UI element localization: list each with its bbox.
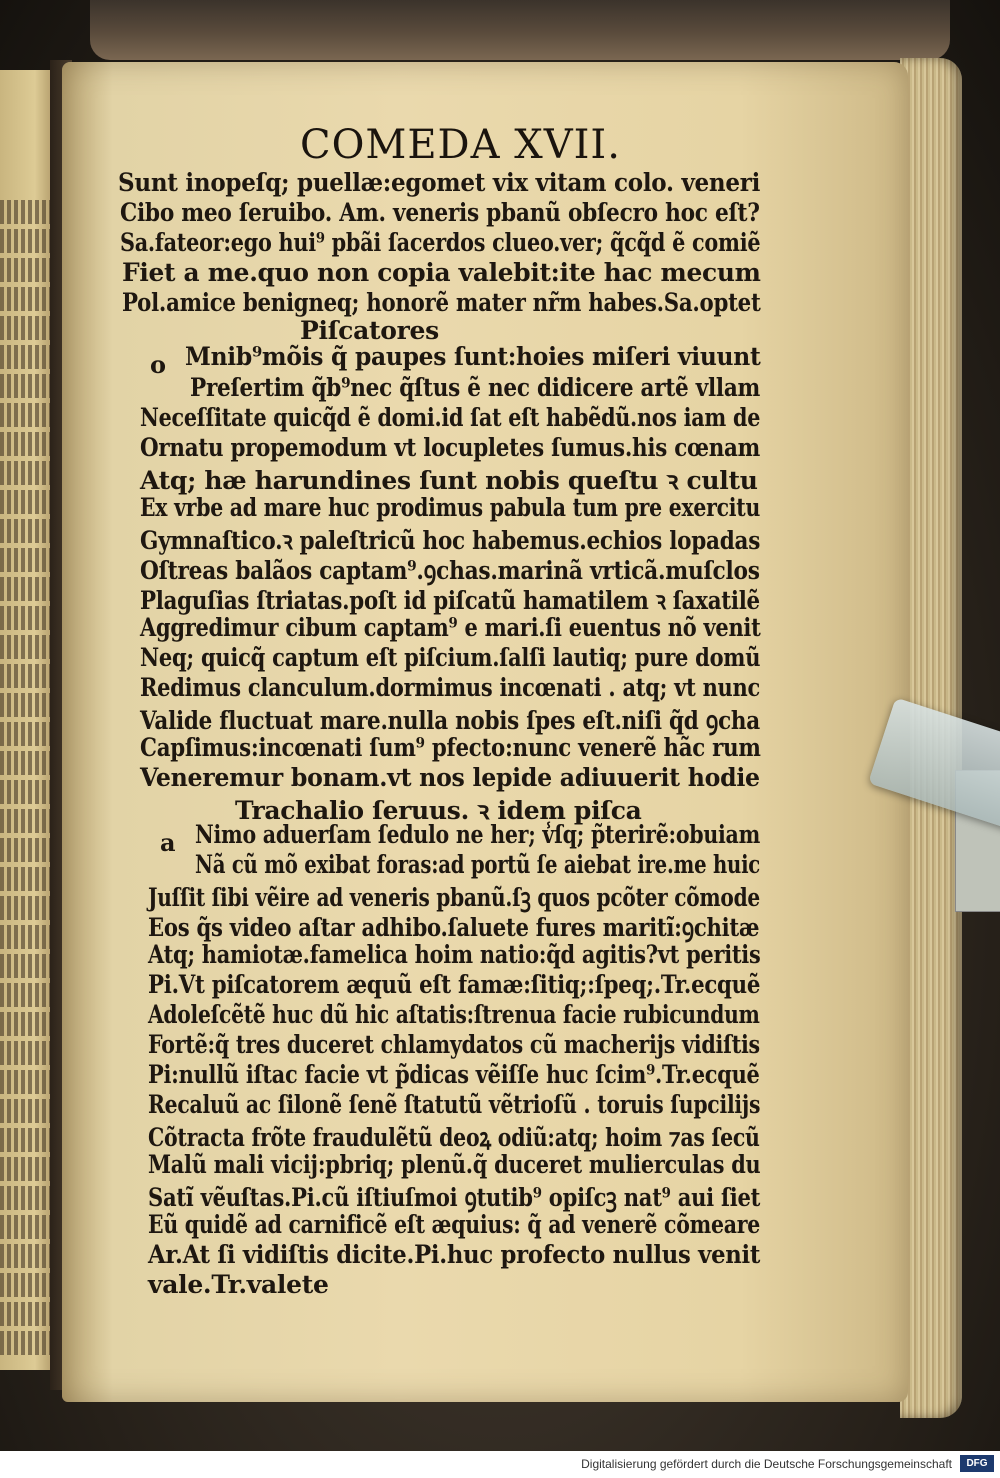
text-line: Sunt inopeſq; puellæ:egomet vix vitam colo. veneri <box>118 168 761 197</box>
text-line: Redimus clanculum.dormimus incœnati . atq; vt nunc <box>140 673 761 702</box>
text-line: Pi.Vt piſcatorem æquũ eſt famæ:ſitiq;:ſpeq;.Tr.ecquẽ <box>148 970 761 999</box>
text-line: Aggredimur cibum captam⁹ e mari.ſi euentus nõ venit <box>140 613 761 642</box>
text-line: Neceſſitate quicq̃d ẽ domi.id ſat eſt habẽdũ.nos iam de <box>140 403 761 432</box>
text-line: Plaguſias ſtriatas.poſt id piſcatũ hamatilem ꝛ ſaxatilẽ <box>140 586 760 615</box>
text-line: Juſſit ſibi vẽire ad veneris pbanũ.ſꝫ quos pcõter cõmode <box>148 883 760 912</box>
text-line: Ar.At ſi vidiſtis dicite.Pi.huc profecto nullus venit <box>148 1240 761 1269</box>
text-line: Sa.fateor:ego hui⁹ pbãi ſacerdos clueo.ver; q̃cq̃d ẽ comiẽ <box>120 228 761 257</box>
text-line: Mnib⁹mõis q̃ paupes ſunt:hoies miſeri viuunt <box>185 342 761 371</box>
line-marker: a <box>160 828 176 857</box>
text-line: Nimo aduerſam ſedulo ne her; v̾ſq; p̃terirẽ:obuiam <box>195 820 761 849</box>
text-line: Veneremur bonam.vt nos lepide adiuuerit hodie <box>140 763 760 792</box>
line-marker: o <box>150 350 166 379</box>
text-line: Adoleſcẽtẽ huc dũ hic aſtatis:ſtrenua facie rubicundum <box>148 1000 760 1029</box>
text-line: Atq; hæ harundines ſunt nobis queſtu ꝛ cultu <box>140 466 758 495</box>
text-line: Eos q̃s video aſtar adhibo.ſaluete fures maritĩ:ꝯchitæ <box>148 913 760 942</box>
text-line: Fiet a me.quo non copia valebit:ite hac mecum <box>122 258 761 287</box>
text-line: Recaluũ ac ſilonẽ ſenẽ ſtatutũ vẽtrioſũ . toruis ſupcilijs <box>148 1090 761 1119</box>
text-line: Capſimus:incœnati ſum⁹ pfecto:nunc venerẽ hãc rum <box>140 733 761 762</box>
section-heading: Piſcatores <box>300 316 439 345</box>
footer-bar <box>0 1451 1000 1478</box>
book-spine <box>90 0 950 60</box>
text-line: Oſtreas balãos captam⁹.ꝯchas.marinã vrticã.muſclos <box>140 556 760 585</box>
text-line: Ex vrbe ad mare huc prodimus pabula tum pre exercitu <box>140 493 761 522</box>
page-heading: COMEDA XVII. <box>300 122 621 168</box>
text-line: vale.Tr.valete <box>148 1270 329 1299</box>
text-line: Eũ quidẽ ad carnificẽ eſt æquius: q̃ ad venerẽ cõmeare <box>148 1210 760 1239</box>
dfg-logo[interactable]: DFG <box>960 1455 994 1472</box>
text-line: Nã cũ mõ exibat foras:ad portũ ſe aiebat ire.me huic <box>195 850 761 879</box>
text-line: Malũ mali vicij:pbriq; plenũ.q̃ duceret mulierculas du <box>148 1150 761 1179</box>
section-heading: Trachalio ſeruus. ꝛ idem piſca <box>235 796 642 825</box>
text-line: Atq; hamiotæ.famelica hoim natio:q̃d agitis?vt peritis <box>148 940 761 969</box>
text-line: Preſertim q̃b⁹nec q̃ſtus ẽ nec didicere artẽ vllam <box>190 373 761 402</box>
text-line: Neq; quicq̃ captum eſt piſcium.ſalſi lautiq; pure domũ <box>140 643 761 672</box>
text-line: Valide fluctuat mare.nulla nobis ſpes eſt.niſi q̃d ꝯcha <box>140 706 760 735</box>
footer-credit: Digitalisierung gefördert durch die Deutsche Forschungsgemeinschaft <box>581 1457 952 1471</box>
text-line: Satĩ vẽuſtas.Pi.cũ iſtiuſmoi ꝯtutib⁹ opiſcꝫ nat⁹ aui ſiet <box>148 1183 761 1212</box>
text-line: Fortẽ:q̃ tres duceret chlamydatos cũ macherijs vidiſtis <box>148 1030 760 1059</box>
text-line: Cõtracta frõte fraudulẽtũ deoꝝ odiũ:atq; hoim ⁊as ſecũ <box>148 1123 760 1152</box>
text-line: Gymnaſtico.ꝛ paleſtricũ hoc habemus.echios lopadas <box>140 526 761 555</box>
text-line: Ornatu propemodum vt locupletes ſumus.his cœnam <box>140 433 761 462</box>
text-line: Cibo meo ſeruibo. Am. veneris pbanũ obſecro hoc eſt? <box>120 198 760 227</box>
text-line: Pi:nullũ iſtac facie vt p̃dicas vẽiſſe huc ſcim⁹.Tr.ecquẽ <box>148 1060 760 1089</box>
text-line: Pol.amice benigneq; honorẽ mater nr̃m habes.Sa.optet <box>122 288 761 317</box>
left-page-text-fragment <box>0 200 50 1360</box>
